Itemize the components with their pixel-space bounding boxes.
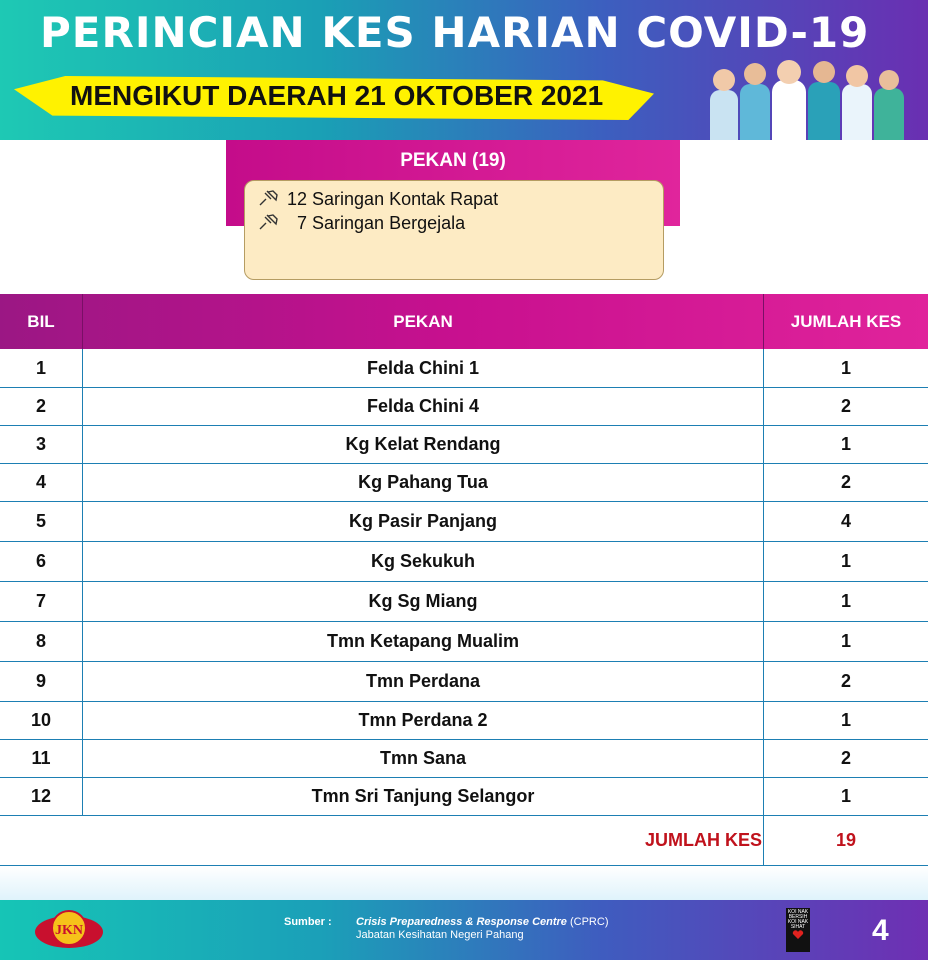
total-label: JUMLAH KES [644, 829, 762, 850]
jkn-logo-text: JKN [55, 923, 83, 938]
cell-bil: 5 [35, 510, 46, 531]
summary-box [244, 180, 664, 280]
table-row [0, 661, 928, 702]
cell-pekan: Felda Chini 4 [366, 395, 480, 416]
heart-icon [792, 930, 804, 940]
cell-pekan: Tmn Ketapang Mualim [326, 630, 519, 651]
cell-pekan: Tmn Perdana [365, 670, 481, 691]
cell-pekan: Tmn Perdana 2 [358, 709, 488, 730]
cell-bil: 3 [35, 433, 46, 454]
table-row [0, 777, 928, 816]
table-row [0, 701, 928, 740]
table-row [0, 541, 928, 582]
table-row [0, 463, 928, 502]
table-row [0, 739, 928, 778]
summary-line [257, 213, 465, 234]
cell-pekan: Kg Sg Miang [368, 590, 478, 611]
cell-jumlah-kes: 2 [840, 670, 851, 691]
table-row [0, 425, 928, 464]
cell-jumlah-kes: 1 [840, 709, 851, 730]
cell-pekan: Kg Pasir Panjang [348, 510, 498, 531]
cell-jumlah-kes: 4 [840, 510, 851, 531]
cell-bil: 1 [35, 357, 46, 378]
cell-pekan: Kg Sekukuh [370, 550, 476, 571]
pushpin-icon [257, 213, 279, 231]
table-header [0, 294, 928, 349]
total-value: 19 [835, 829, 857, 850]
koi-nak-sihat-badge [786, 908, 810, 952]
summary-close-contact: 12 Saringan Kontak Rapat [287, 189, 499, 209]
cell-pekan: Felda Chini 1 [366, 357, 480, 378]
cell-jumlah-kes: 1 [840, 357, 851, 378]
table-row [0, 387, 928, 426]
page-subtitle: MENGIKUT DAERAH 21 OKTOBER 2021 [70, 80, 604, 111]
cell-bil: 10 [30, 709, 52, 730]
jkn-logo [30, 906, 108, 954]
cell-jumlah-kes: 1 [840, 590, 851, 611]
summary-symptomatic: 7 Saringan Bergejala [297, 213, 466, 233]
page-title: PERINCIAN KES HARIAN COVID-19 [40, 8, 870, 57]
badge-text: KOI NAK BERSIH KOI NAK SIHAT [787, 909, 809, 930]
cell-bil: 2 [35, 395, 46, 416]
cell-bil: 11 [31, 747, 51, 768]
cell-bil: 12 [30, 785, 52, 806]
cell-bil: 8 [35, 630, 46, 651]
page-number: 4 [872, 914, 889, 947]
cell-jumlah-kes: 1 [840, 433, 851, 454]
cell-pekan: Tmn Sana [379, 747, 467, 768]
cell-jumlah-kes: 2 [840, 471, 851, 492]
header-jumlah-kes: JUMLAH KES [790, 311, 902, 331]
cell-jumlah-kes: 1 [840, 550, 851, 571]
header-pekan: PEKAN [393, 311, 453, 331]
table-row [0, 621, 928, 662]
cell-jumlah-kes: 2 [840, 747, 851, 768]
footer-fade [0, 866, 928, 900]
summary-line [257, 189, 498, 210]
source-label: Sumber : [284, 916, 332, 928]
table-row [0, 349, 928, 388]
source-text [356, 916, 608, 942]
cell-jumlah-kes: 1 [840, 785, 851, 806]
cell-jumlah-kes: 2 [840, 395, 851, 416]
total-row [0, 815, 928, 866]
cell-pekan: Kg Kelat Rendang [345, 433, 501, 454]
cell-bil: 4 [35, 471, 46, 492]
cell-bil: 7 [35, 590, 46, 611]
source-dept: Jabatan Kesihatan Negeri Pahang [356, 929, 524, 941]
cell-pekan: Kg Pahang Tua [358, 471, 488, 492]
table-row [0, 581, 928, 622]
cell-jumlah-kes: 1 [840, 630, 851, 651]
source-org: Crisis Preparedness & Response Centre [356, 916, 567, 928]
header-bil: BIL [27, 311, 55, 331]
source-abbr: (CPRC) [569, 916, 609, 928]
cell-pekan: Tmn Sri Tanjung Selangor [311, 785, 535, 806]
cell-bil: 9 [35, 670, 46, 691]
pushpin-icon [257, 189, 279, 207]
healthcare-workers-illustration [700, 60, 920, 140]
cell-bil: 6 [35, 550, 46, 571]
table-row [0, 501, 928, 542]
summary-title: PEKAN (19) [400, 150, 506, 171]
header-banner [0, 0, 928, 140]
